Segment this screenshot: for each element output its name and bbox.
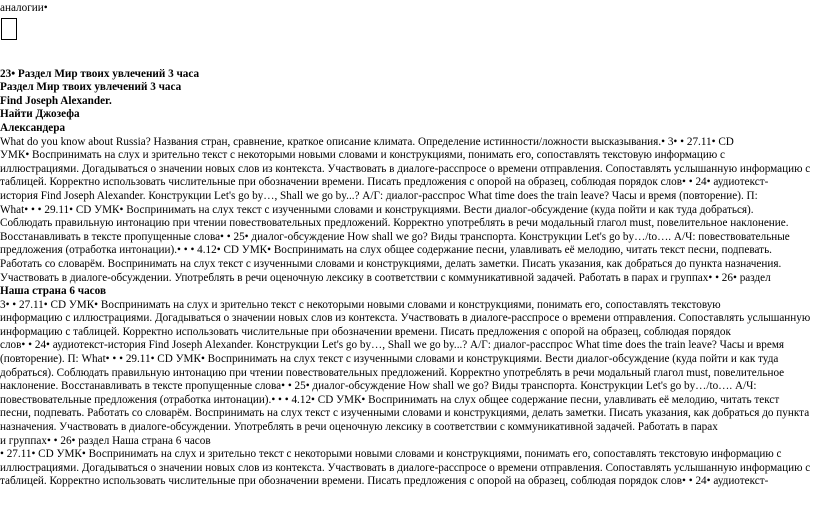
lesson-title-ru-1: Найти Джозефа xyxy=(0,108,80,121)
lesson-title-ru-2: Александера xyxy=(0,121,66,134)
body-line: • 27.11• CD УМК• Воспринимать на слух и зрительно текст с некоторыми новыми словами и конструкциями, понимать его, сопоставлять текстовую информацию с xyxy=(0,448,782,461)
body-line: история Find Joseph Alexander. Конструкции Let's go by…, Shall we go by...? А/Г: диалог-расспрос What time does the train leave? Часы и время (повторение). П: xyxy=(0,189,758,202)
body-line: УМК• Воспринимать на слух и зрительно текст с некоторыми новыми словами и конструкциями, понимать его, сопоставлять текстовую информацию с xyxy=(0,149,725,162)
body-line: иллюстрациями. Догадываться о значении новых слов из контекста. Участвовать в диалоге-расспросе о времени отправления. Сопоставлять услышанную информацию с xyxy=(0,461,811,474)
body-line: Восстанавливать в тексте пропущенные слова• • 25• диалог-обсуждение How shall we go? Виды транспорта. Конструкции Let's go by…/to…. А/Ч: повествовательные xyxy=(0,230,790,243)
body-line: Соблюдать правильную интонацию при чтении повествовательных предложений. Корректно употреблять в речи модальный глагол must, повелительное наклонение. xyxy=(0,217,789,230)
lesson-title-en: Find Joseph Alexander. xyxy=(0,94,112,107)
body-line: информацию с иллюстрациями. Догадываться о значении новых слов из контекста. Участвовать в диалоге-расспросе о времени отправления. Сопоставлять услышанную xyxy=(0,312,811,325)
section-heading-repeat: Раздел Мир твоих увлечений 3 часа xyxy=(0,81,182,94)
section-heading-our-country: Наша страна 6 часов xyxy=(0,285,106,298)
body-line: таблицей. Корректно использовать числительные при обозначении времени. Писать предложения с опорой на образец, соблюдая порядок слов• • 24• аудиотекст- xyxy=(0,176,769,189)
empty-checkbox-frame xyxy=(1,18,17,40)
body-line: таблицей. Корректно использовать числительные при обозначении времени. Писать предложения с опорой на образец, соблюдая порядок слов• • 24• аудиотекст- xyxy=(0,475,769,488)
body-line: 3• • 27.11• CD УМК• Воспринимать на слух и зрительно текст с некоторыми новыми словами и конструкциями, понимать его, сопоставлять текстовую xyxy=(0,298,721,311)
section-heading: 23• Раздел Мир твоих увлечений 3 часа xyxy=(0,67,200,80)
body-line: песни, подпевать. Работать со словарём. Воспринимать на слух текст с изученными словами и конструкциями, делать заметки. Писать указания, как добраться до пункта xyxy=(0,407,810,420)
body-line: What• • • 29.11• CD УМК• Воспринимать на слух текст с изученными словами и конструкциями. Вести диалог-обсуждение (куда пойти и как туда добраться). xyxy=(0,203,754,216)
spacer xyxy=(0,40,816,68)
body-line: предложения (отработка интонации).• • • 4.12• CD УМК• Воспринимать на слух общее содержание песни, улавливать её мелодию, читать текст песни, подпевать. xyxy=(0,244,772,257)
body-line: наклонение. Восстанавливать в тексте пропущенные слова• • 25• диалог-обсуждение How shall we go? Виды транспорта. Конструкции Let's go by…/to…. А/Ч: xyxy=(0,380,757,393)
body-line: Работать со словарём. Воспринимать на слух текст с изученными словами и конструкциями, делать заметки. Писать указания, как добраться до пункта назначения. xyxy=(0,257,782,270)
body-line: Участвовать в диалоге-обсуждении. Употреблять в речи оценочную лексику в соответствии с коммуникативной задачей. Работать в парах и группах• • 26• раздел xyxy=(0,271,771,284)
body-line: повествовательные предложения (отработка интонации).• • • 4.12• CD УМК• Воспринимать на слух общее содержание песни, улавливать её мелодию, читать текст xyxy=(0,393,780,406)
body-line: слов• • 24• аудиотекст-история Find Joseph Alexander. Конструкции Let's go by…, Shall we go by...? А/Г: диалог-расспрос What time does the train leave? Часы и время xyxy=(0,339,785,352)
body-line: назначения. Участвовать в диалоге-обсуждении. Употреблять в речи оценочную лексику в соответствии с коммуникативной задачей. Работать в парах xyxy=(0,421,718,434)
body-line: иллюстрациями. Догадываться о значении новых слов из контекста. Участвовать в диалоге-расспросе о времени отправления. Сопоставлять услышанную информацию с xyxy=(0,162,811,175)
body-line: What do you know about Russia? Названия стран, сравнение, краткое описание климата. Определение истинности/ложности высказывания.• 3• • 27.11• CD xyxy=(0,135,734,148)
body-line: информацию с таблицей. Корректно использовать числительные при обозначении времени. Писать предложения с опорой на образец, соблюдая порядок xyxy=(0,325,731,338)
body-line: и группах• • 26• раздел Наша страна 6 часов xyxy=(0,434,211,447)
text-line-analogii: аналогии• xyxy=(0,2,48,14)
body-line: добраться). Соблюдать правильную интонацию при чтении повествовательных предложений. Корректно употреблять в речи модальный глагол must, повелительное xyxy=(0,366,785,379)
body-line: (повторение). П: What• • • 29.11• CD УМК• Воспринимать на слух текст с изученными словами и конструкциями. Вести диалог-обсуждение (куда пойти и как туда xyxy=(0,353,779,366)
